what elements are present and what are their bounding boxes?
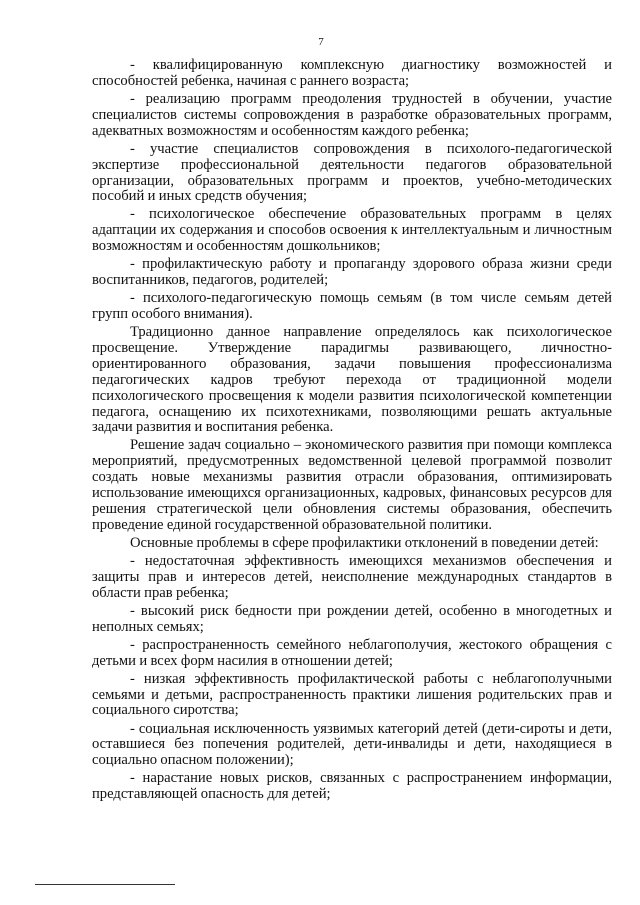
paragraph: - низкая эффективность профилактической работы с неблагополучными семьями и детьми, распространенность практики лишения родительских прав и социального сиротства; — [92, 670, 612, 719]
paragraph: - участие специалистов сопровождения в психолого-педагогической экспертизе профессиональной деятельности педагогов образовательной организации, образовательных программ и проектов, учебно-методических пособий и иных средств обучения; — [92, 140, 612, 205]
document-body — [92, 58, 612, 803]
paragraph: Решение задач социально – экономического развития при помощи комплекса мероприятий, предусмотренных ведомственной целевой программой позволит создать новые механизмы развития отрасли образования, оптимизировать использование имеющихся организационных, кадровых, финансовых ресурсов для решения стратегической цели обновления системы образования, обеспечить проведение единой государственной образовательной политики. — [92, 437, 612, 533]
paragraph: - распространенность семейного неблагополучия, жестокого обращения с детьми и всех форм насилия в отношении детей; — [92, 636, 612, 669]
paragraph: - психолого-педагогическую помощь семьям (в том числе семьям детей групп особого внимания). — [92, 290, 612, 323]
paragraph: - нарастание новых рисков, связанных с распространением информации, представляющей опасность для детей; — [92, 770, 612, 803]
footer-divider — [35, 884, 175, 885]
paragraph: - профилактическую работу и пропаганду здорового образа жизни среди воспитанников, педагогов, родителей; — [92, 256, 612, 289]
page-number: 7 — [318, 36, 324, 48]
paragraph: - реализацию программ преодоления трудностей в обучении, участие специалистов системы сопровождения в разработке образовательных программ, адекватных возможностям и особенностям каждого ребенка; — [92, 90, 612, 139]
paragraph: - высокий риск бедности при рождении детей, особенно в многодетных и неполных семьях; — [92, 602, 612, 635]
paragraph: Традиционно данное направление определялось как психологическое просвещение. Утверждение парадигмы развивающего, личностно-ориентированного образования, задачи повышения профессионализма педагогических кадров требуют перехода от традиционной модели психологического просвещения к модели развития психологической компетенции педагога, оснащению их психотехниками, позволяющими решать актуальные задачи развития и воспитания ребенка. — [92, 324, 612, 436]
paragraph: - недостаточная эффективность имеющихся механизмов обеспечения и защиты прав и интересов детей, неисполнение международных стандартов в области прав ребенка; — [92, 552, 612, 601]
paragraph: - психологическое обеспечение образовательных программ в целях адаптации их содержания и способов освоения к интеллектуальным и личностным возможностям и особенностям дошкольников; — [92, 206, 612, 255]
paragraph: - социальная исключенность уязвимых категорий детей (дети-сироты и дети, оставшиеся без попечения родителей, дети-инвалиды и дети, находящиеся в социально опасном положении); — [92, 720, 612, 769]
paragraph: - квалифицированную комплексную диагностику возможностей и способностей ребенка, начиная с раннего возраста; — [92, 57, 612, 89]
paragraph: Основные проблемы в сфере профилактики отклонений в поведении детей: — [130, 534, 599, 551]
